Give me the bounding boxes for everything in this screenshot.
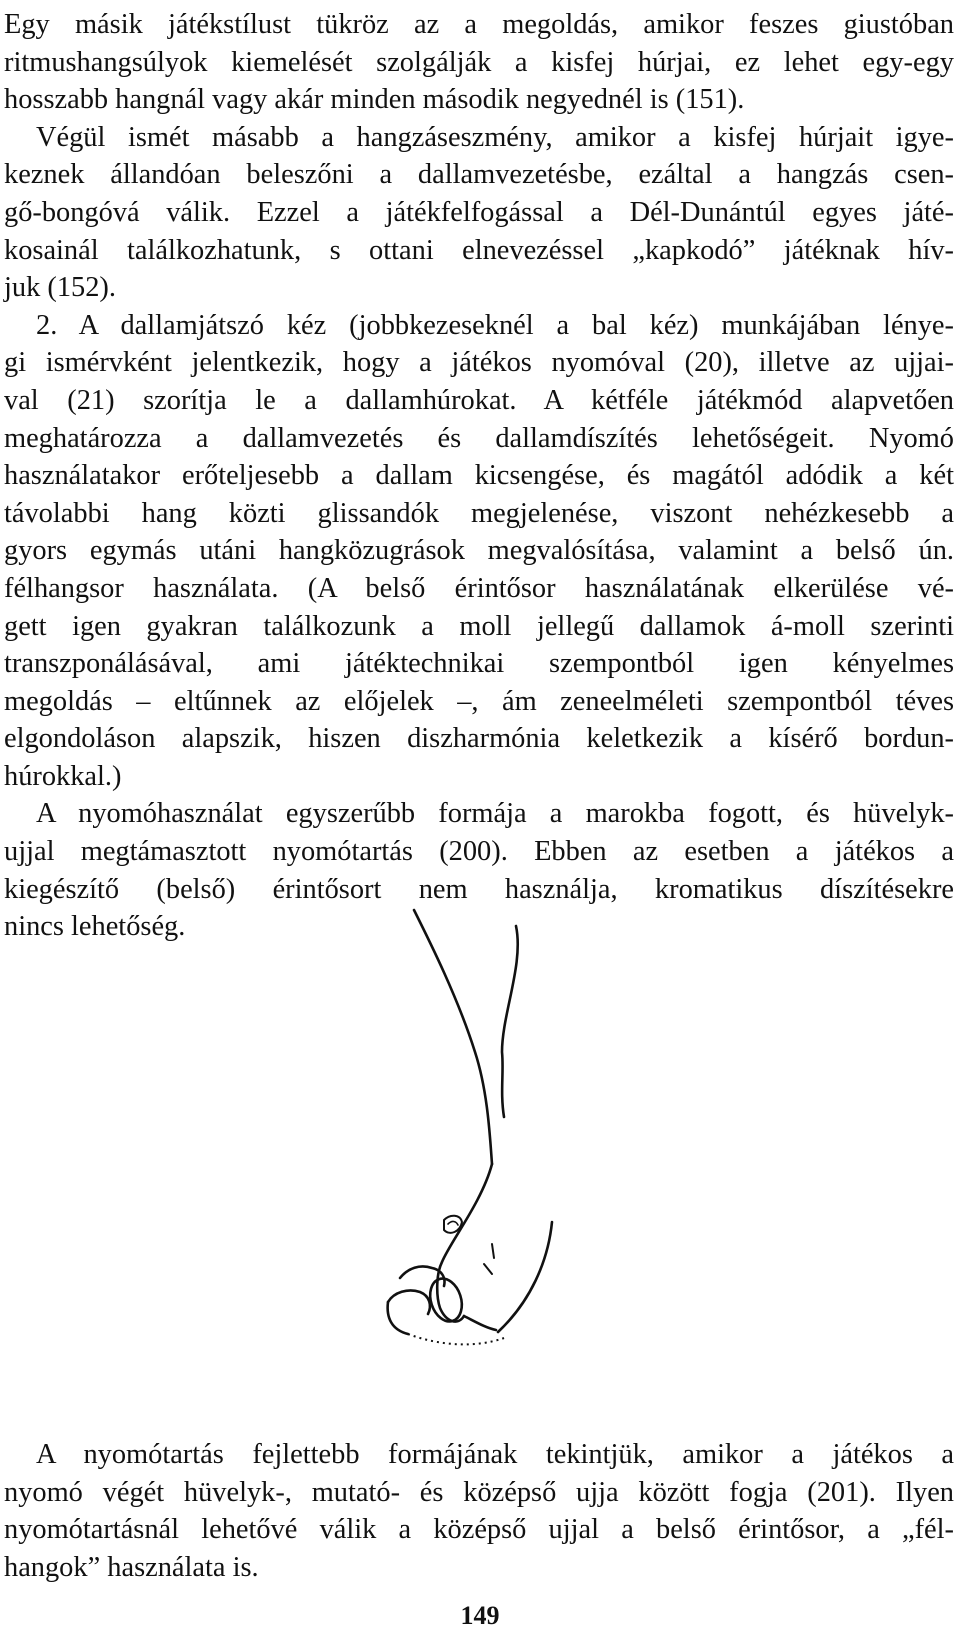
text-line: gi ismérvként jelentkezik, hogy a játékos nyomóval (20), illetve az ujjai-	[4, 347, 954, 379]
text-line: A nyomótartás fejlettebb formájának tekintjük, amikor a játékos a	[36, 1439, 954, 1470]
text-line: meghatározza a dallamvezetés és dallamdíszítés lehetőségeit. Nyomó	[4, 422, 954, 454]
finger-front	[437, 1164, 492, 1322]
text-line: val (21) szorítja le a dallamhúrokat. A kétféle játékmód alapvetően	[4, 384, 954, 416]
text-line: nyomó végét hüvelyk-, mutató- és középső ujja között fogja (201). Ilyen	[4, 1476, 954, 1508]
knuckle-outline	[388, 1290, 430, 1314]
text-line: húrokkal.)	[4, 760, 122, 792]
nail-detail	[448, 1221, 458, 1225]
text-line: hosszabb hangnál vagy akár minden második negyednél is (151).	[4, 84, 745, 116]
text-line: nyomótartásnál lehetővé válik a középső ujjal a belső érintősor, a „fél-	[4, 1514, 954, 1546]
text-line: ritmushangsúlyok kiemelését szolgálják a kisfej húrjai, ez lehet egy-egy	[4, 46, 954, 78]
text-line: Végül ismét másabb a hangzáseszmény, amikor a kisfej húrjait igye-	[36, 121, 954, 153]
fingertip	[464, 1316, 496, 1330]
text-line: juk (152).	[4, 272, 116, 304]
text-line: ujjal megtámasztott nyomótartás (200). Ebben az esetben a játékos a	[4, 836, 954, 868]
text-line: nincs lehetőség.	[4, 911, 186, 943]
text-line: kosainál találkozhatunk, s ottani elnevezéssel „kapkodó” játéknak hív-	[4, 234, 954, 266]
text-line: Egy másik játékstílust tükröz az a megoldás, amikor feszes giustóban	[4, 9, 954, 40]
hand-back-right	[498, 1222, 552, 1332]
finger-tick	[484, 1264, 492, 1274]
text-line: hangok” használata is.	[4, 1551, 259, 1583]
body-text-bottom	[4, 1436, 954, 1586]
text-line: távolabbi hang közti glissandók megjelenése, viszont nehézkesebb a	[4, 497, 954, 529]
text-line: transzponálásával, ami játéktechnikai szempontból igen kényelmes	[4, 648, 954, 680]
page-number: 149	[460, 1601, 500, 1630]
string-dotted-line	[408, 1334, 504, 1344]
text-line: kiegészítő (belső) érintősort nem használja, kromatikus díszítésekre	[4, 873, 954, 905]
text-line: megoldás – eltűnnek az előjelek –, ám zeneelméleti szempontból téves	[4, 685, 954, 717]
text-line: 2. A dallamjátszó kéz (jobbkezeseknél a bal kéz) munkájában lénye-	[36, 309, 954, 341]
text-line: használatakor erőteljesebb a dallam kicsengése, és magától adódik a két	[4, 460, 954, 492]
text-line: félhangsor használata. (A belső érintősor használatának elkerülése vé-	[4, 572, 954, 604]
text-line: gő-bongóvá válik. Ezzel a játékfelfogással a Dél-Dunántúl egyes játé-	[4, 196, 954, 228]
text-line: gett igen gyakran találkozunk a moll jellegű dallamok á-moll szerinti	[4, 610, 954, 642]
text-line: A nyomóhasználat egyszerűbb formája a marokba fogott, és hüvelyk-	[36, 798, 954, 830]
body-text-top	[4, 6, 954, 946]
text-line: keznek állandóan beleszőni a dallamvezetésbe, ezáltal a hangzás csen-	[4, 159, 954, 191]
finger-tick	[492, 1244, 494, 1258]
palm-lower	[388, 1302, 408, 1334]
text-line: elgondoláson alapszik, hiszen diszharmónia keletkezik a kísérő bordun-	[4, 723, 954, 755]
hand-holding-presser-illustration	[380, 902, 620, 1372]
text-line: gyors egymás utáni hangközugrások megvalósítása, valamint a belső ún.	[4, 535, 954, 567]
finger-outline-left	[414, 910, 492, 1164]
finger-outline-right	[502, 926, 518, 1117]
